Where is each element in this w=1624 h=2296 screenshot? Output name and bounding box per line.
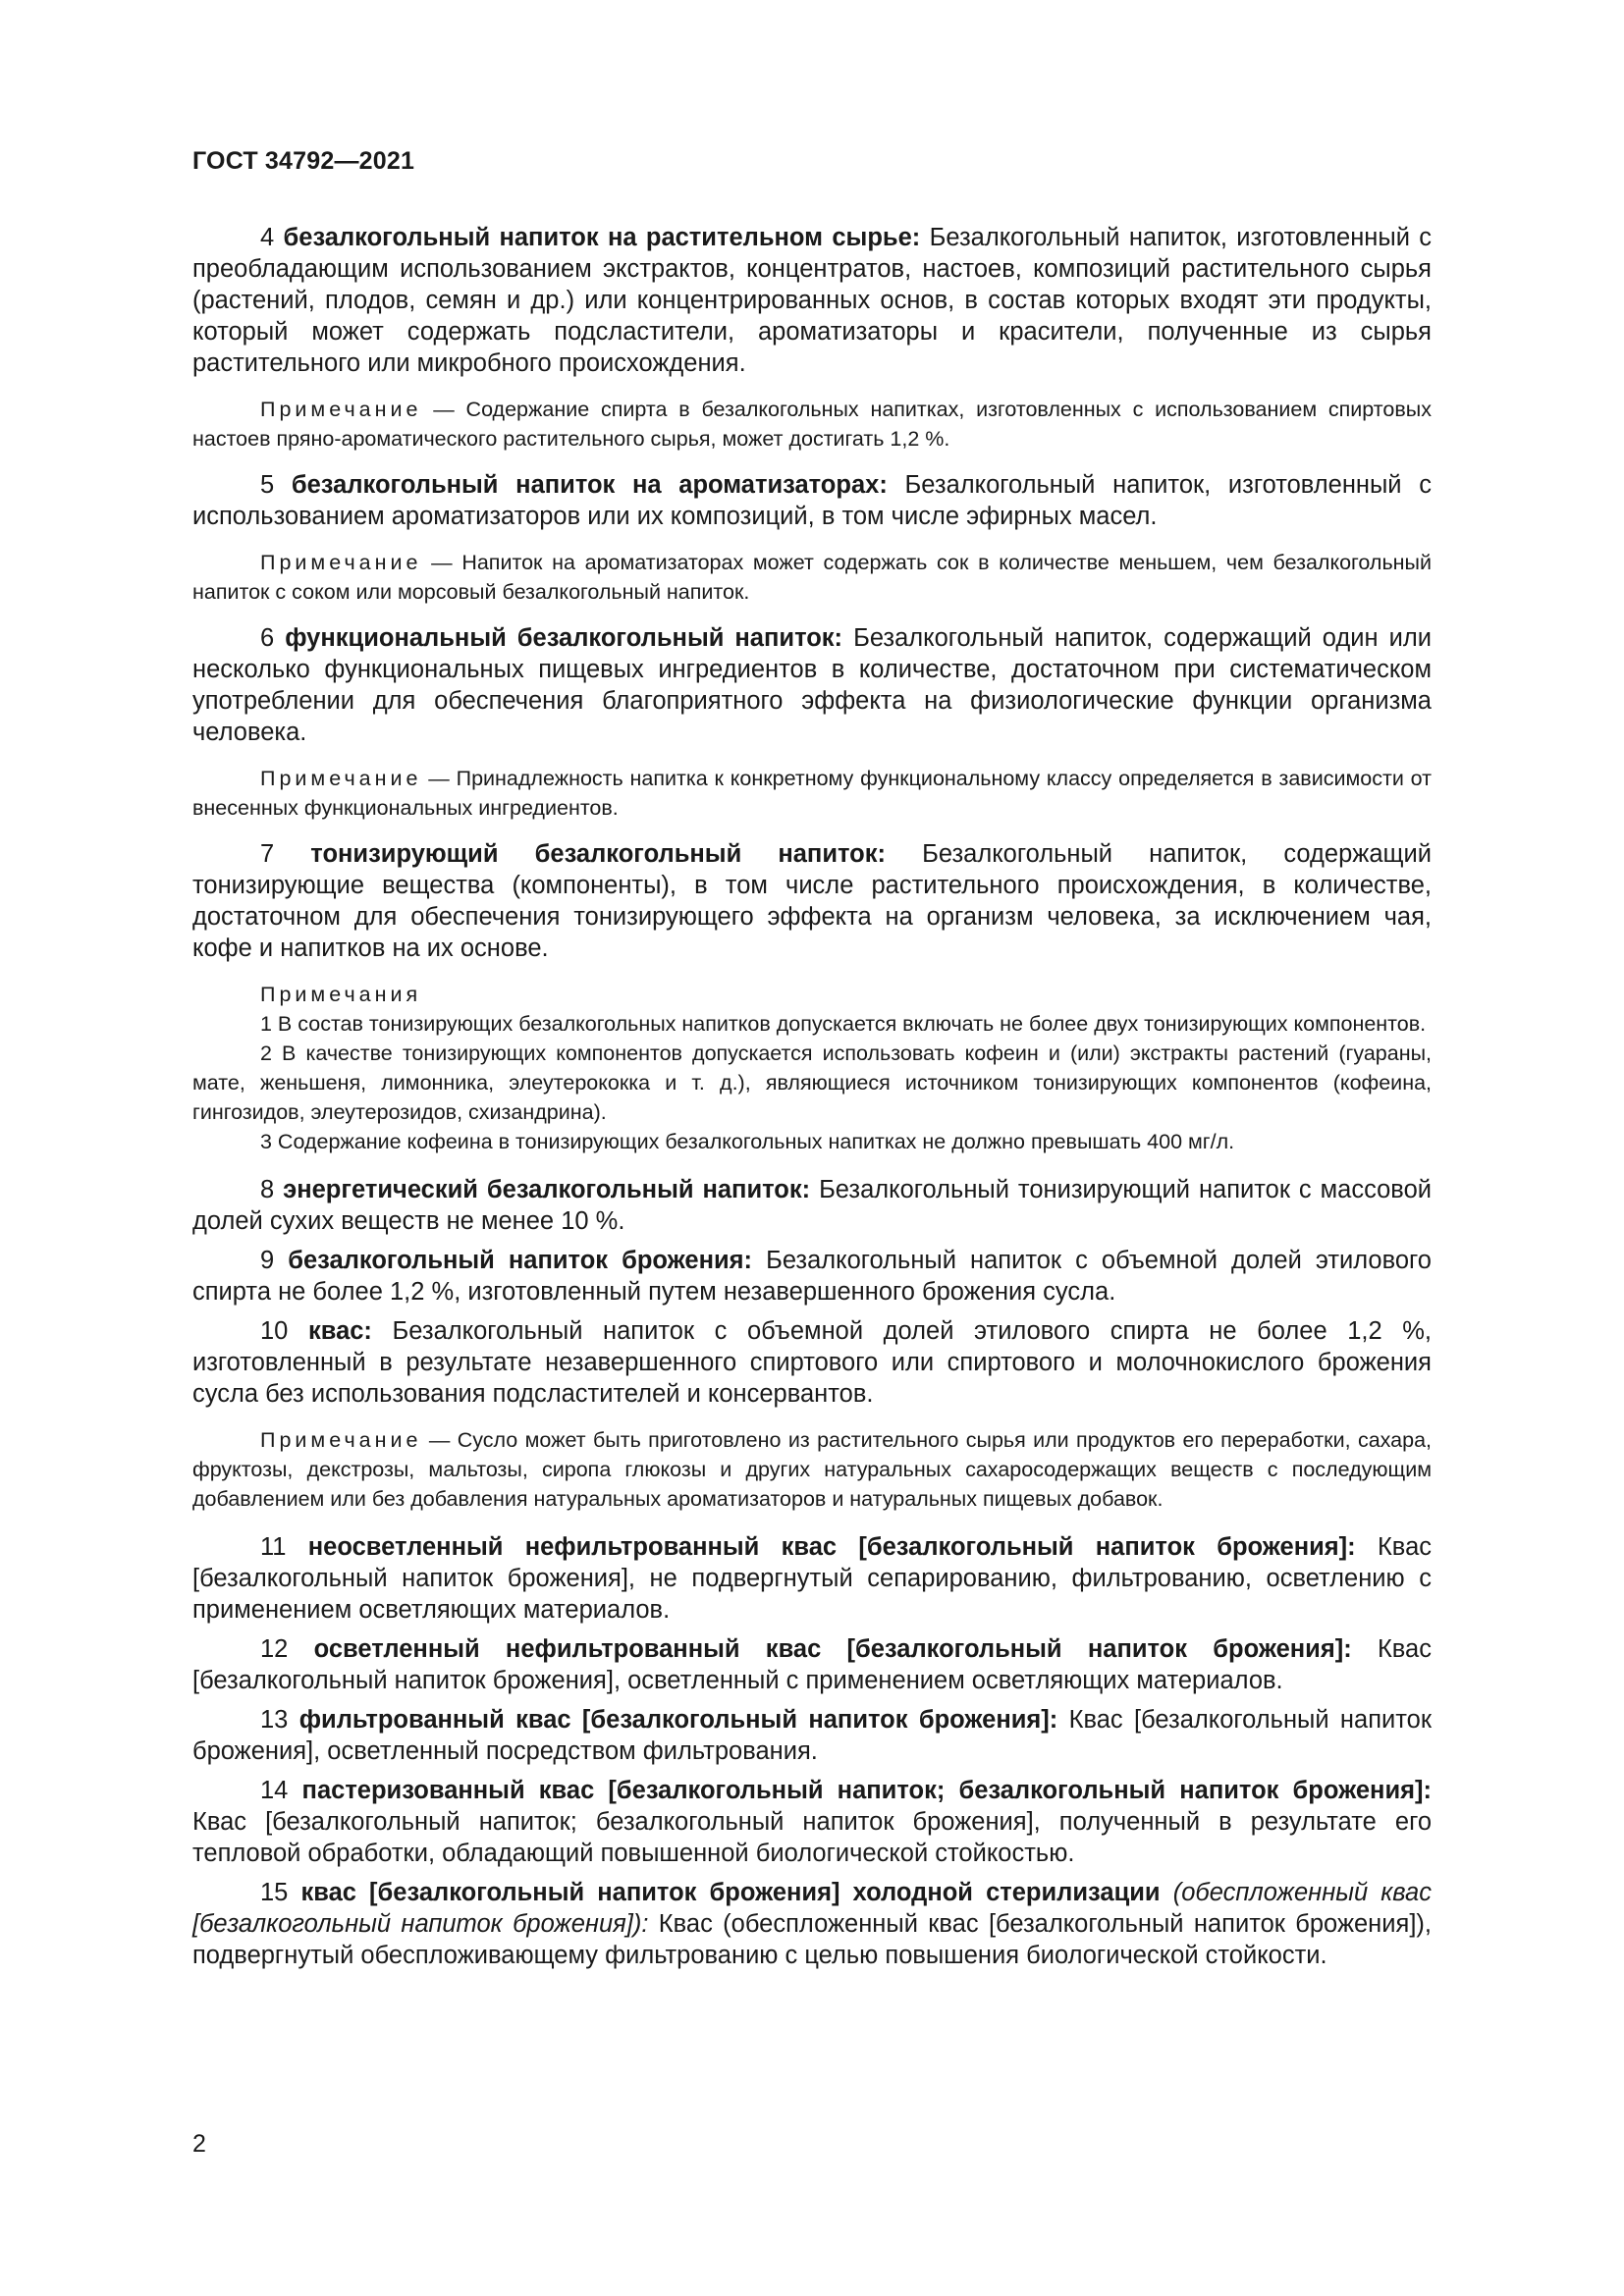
term-12-name: осветленный нефильтрованный квас [безалкогольный напиток брожения]: [313, 1635, 1352, 1663]
document-body [192, 222, 1432, 1971]
term-14-name: пастеризованный квас [безалкогольный напиток; безалкогольный напиток брожения]: [301, 1777, 1432, 1804]
note-5: Примечание — Напиток на ароматизаторах может содержать сок в количестве меньшем, чем безалкогольный напиток с соком или морсовый безалкогольный напиток. [192, 551, 1432, 604]
term-6: 6 функциональный безалкогольный напиток: Безалкогольный напиток, содержащий один или несколько функциональных пищевых ингредиентов в количестве, достаточном при систематическом употреблении для обеспечения благоприятного эффекта на физиологические функции организма человека. [192, 624, 1432, 746]
term-5-name: безалкогольный напиток на ароматизаторах: [291, 471, 888, 499]
notes-7-heading: Примечания [260, 983, 422, 1006]
note-10: Примечание — Сусло может быть приготовлено из растительного сырья или продуктов его переработки, сахара, фруктозы, декстрозы, мальтозы, сиропа глюкозы и других натуральных сахаросодержащих веществ с последующим добавлением или без добавления натуральных ароматизаторов и натуральных пищевых добавок. [192, 1428, 1433, 1511]
term-8-name: энергетический безалкогольный напиток: [283, 1176, 811, 1203]
note-7-3: 3 Содержание кофеина в тонизирующих безалкогольных напитках не должно превышать 400 мг/л. [260, 1130, 1235, 1153]
term-9: 9 безалкогольный напиток брожения: Безалкогольный напиток с объемной долей этилового спирта не более 1,2 %, изготовленный путем незавершенного брожения сусла. [192, 1247, 1432, 1306]
term-8: 8 энергетический безалкогольный напиток: Безалкогольный тонизирующий напиток с массовой долей сухих веществ не менее 10 %. [192, 1176, 1432, 1235]
term-9-name: безалкогольный напиток брожения: [288, 1247, 753, 1274]
term-10-name: квас: [307, 1317, 372, 1345]
term-4-name: безалкогольный напиток на растительном сырье: [283, 224, 921, 251]
term-10: 10 квас: Безалкогольный напиток с объемной долей этилового спирта не более 1,2 %, изготовленный в результате незавершенного спиртового или спиртового и молочнокислого брожения сусла без использования подсластителей и консервантов. [192, 1317, 1432, 1408]
term-12: 12 осветленный нефильтрованный квас [безалкогольный напиток брожения]: Квас [безалкогольный напиток брожения], осветленный с применением осветляющих материалов. [192, 1635, 1432, 1694]
term-15-synonym: (обеспложенный квас [безалкогольный напиток брожения]): [192, 1879, 1432, 1938]
note-7-1: 1 В состав тонизирующих безалкогольных напитков допускается включать не более двух тонизирующих компонентов. [260, 1012, 1427, 1036]
term-13: 13 фильтрованный квас [безалкогольный напиток брожения]: Квас [безалкогольный напиток брожения], осветленный посредством фильтрования. [192, 1706, 1432, 1765]
term-5: 5 безалкогольный напиток на ароматизаторах: Безалкогольный напиток, изготовленный с использованием ароматизаторов или их композиций, в том числе эфирных масел. [192, 471, 1432, 530]
term-11: 11 неосветленный нефильтрованный квас [безалкогольный напиток брожения]: Квас [безалкогольный напиток брожения], не подвергнутый сепарированию, фильтрованию, осветлению с применением осветляющих материалов. [192, 1533, 1432, 1624]
term-11-name: неосветленный нефильтрованный квас [безалкогольный напиток брожения]: [307, 1533, 1356, 1561]
term-4: 4 безалкогольный напиток на растительном сырье: Безалкогольный напиток, изготовленный с преобладающим использованием экстрактов, концентратов, настоев, композиций растительного сырья (растений, плодов, семян и др.) или концентрированных основ, в состав которых входят эти продукты, который может содержать подсластители, ароматизаторы и красители, полученные из сырья растительного или микробного происхождения. [192, 224, 1433, 377]
note-4: Примечание — Содержание спирта в безалкогольных напитках, изготовленных с использованием спиртовых настоев пряно-ароматического растительного сырья, может достигать 1,2 %. [192, 398, 1432, 451]
term-7: 7 тонизирующий безалкогольный напиток: Безалкогольный напиток, содержащий тонизирующие вещества (компоненты), в том числе растительного происхождения, в количестве, достаточном для обеспечения тонизирующего эффекта на организм человека, за исключением чая, кофе и напитков на их основе. [192, 840, 1432, 962]
document-code: ГОСТ 34792—2021 [192, 147, 415, 175]
term-7-name: тонизирующий безалкогольный напиток: [310, 840, 886, 868]
term-15: 15 квас [безалкогольный напиток брожения] холодной стерилизации (обеспложенный квас [безалкогольный напиток брожения]): Квас (обеспложенный квас [безалкогольный напиток брожения]), подвергнутый обеспложивающему фильтрованию с целью повышения биологической стойкости. [192, 1879, 1432, 1969]
page-number: 2 [192, 2130, 206, 2158]
note-6: Примечание — Принадлежность напитка к конкретному функциональному классу определяется в зависимости от внесенных функциональных ингредиентов. [192, 767, 1433, 820]
term-14: 14 пастеризованный квас [безалкогольный напиток; безалкогольный напиток брожения]: Квас [безалкогольный напиток; безалкогольный напиток брожения], полученный в результате его тепловой обработки, обладающий повышенной биологической стойкостью. [192, 1777, 1432, 1867]
term-15-name: квас [безалкогольный напиток брожения] холодной стерилизации [300, 1879, 1161, 1906]
term-6-name: функциональный безалкогольный напиток: [285, 624, 843, 652]
term-13-name: фильтрованный квас [безалкогольный напиток брожения]: [298, 1706, 1058, 1734]
note-7-2: 2 В качестве тонизирующих компонентов допускается использовать кофеин и (или) экстракты растений (гуараны, мате, женьшеня, лимонника, элеутерококка и т. д.), являющиеся источником тонизирующих компонентов (кофеина, гингозидов, элеутерозидов, схизандрина). [192, 1041, 1432, 1124]
